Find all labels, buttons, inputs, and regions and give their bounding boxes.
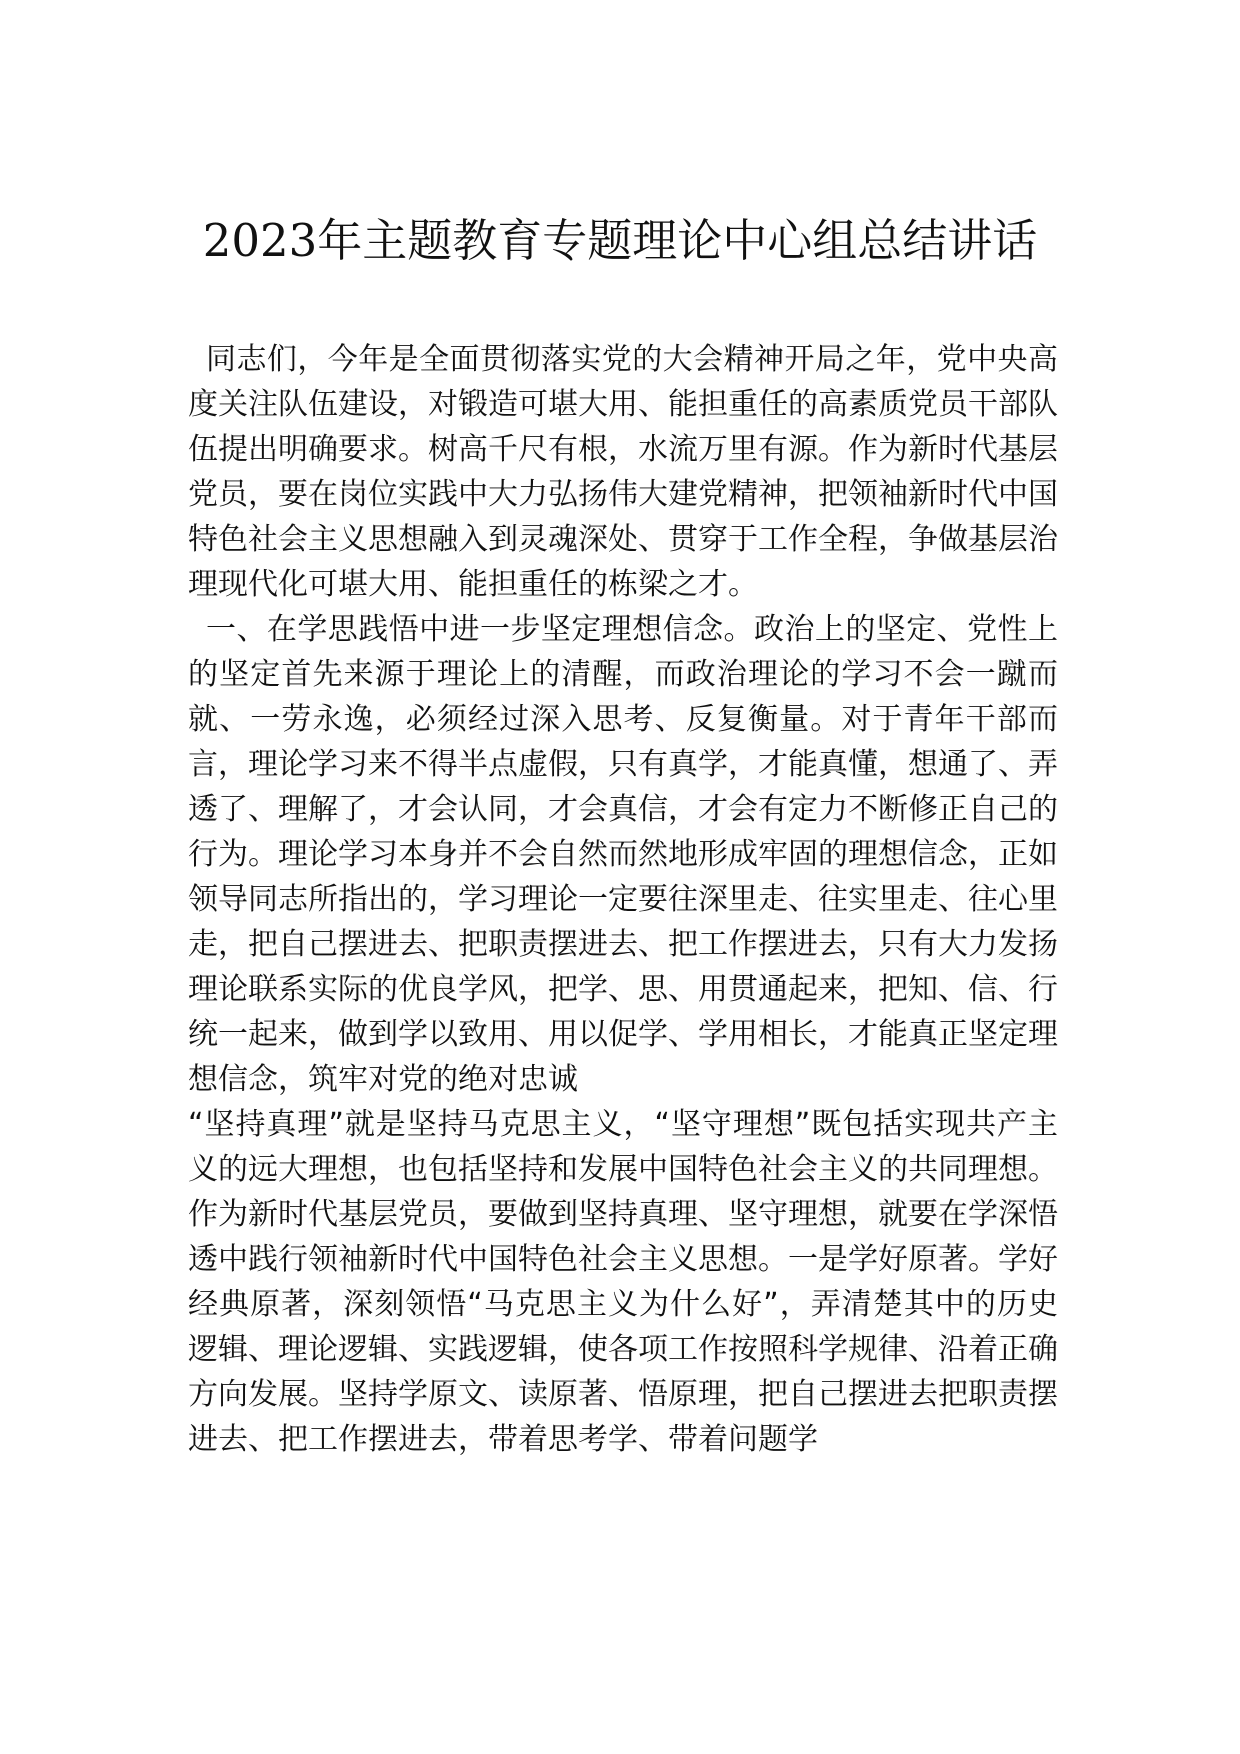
- paragraph-opening: 同志们，今年是全面贯彻落实党的大会精神开局之年，党中央高度关注队伍建设，对锻造可堪大用、能担重任的高素质党员干部队伍提出明确要求。树高千尺有根，水流万里有源。作为新时代基层党员，要在岗位实践中大力弘扬伟大建党精神，把领袖新时代中国特色社会主义思想融入到灵魂深处、贯穿于工作全程，争做基层治理现代化可堪大用、能担重任的栋梁之才。: [188, 342, 1058, 602]
- paragraph-truth-and-ideals: “坚持真理”就是坚持马克思主义，“坚守理想”既包括实现共产主义的远大理想，也包括坚持和发展中国特色社会主义的共同理想。作为新时代基层党员，要做到坚持真理、坚守理想，就要在学深悟透中践行领袖新时代中国特色社会主义思想。一是学好原著。学好经典原著，深刻领悟“马克思主义为什么好”，弄清楚其中的历史逻辑、理论逻辑、实践逻辑，使各项工作按照科学规律、沿着正确方向发展。坚持学原文、读原著、悟原理，把自己摆进去把职责摆进去、把工作摆进去，带着思考学、带着问题学: [188, 1107, 1058, 1457]
- document-title: 2023年主题教育专题理论中心组总结讲话: [202, 214, 1038, 267]
- document-body: [188, 337, 1058, 1657]
- paragraph-section-one: 一、在学思践悟中进一步坚定理想信念。政治上的坚定、党性上的坚定首先来源于理论上的清醒，而政治理论的学习不会一蹴而就、一劳永逸，必须经过深入思考、反复衡量。对于青年干部而言，理论学习来不得半点虚假，只有真学，才能真懂，想通了、弄透了、理解了，才会认同，才会真信，才会有定力不断修正自己的行为。理论学习本身并不会自然而然地形成牢固的理想信念，正如领导同志所指出的，学习理论一定要往深里走、往实里走、往心里走，把自己摆进去、把职责摆进去、把工作摆进去，只有大力发扬理论联系实际的优良学风，把学、思、用贯通起来，把知、信、行统一起来，做到学以致用、用以促学、学用相长，才能真正坚定理想信念，筑牢对党的绝对忠诚: [188, 612, 1058, 1097]
